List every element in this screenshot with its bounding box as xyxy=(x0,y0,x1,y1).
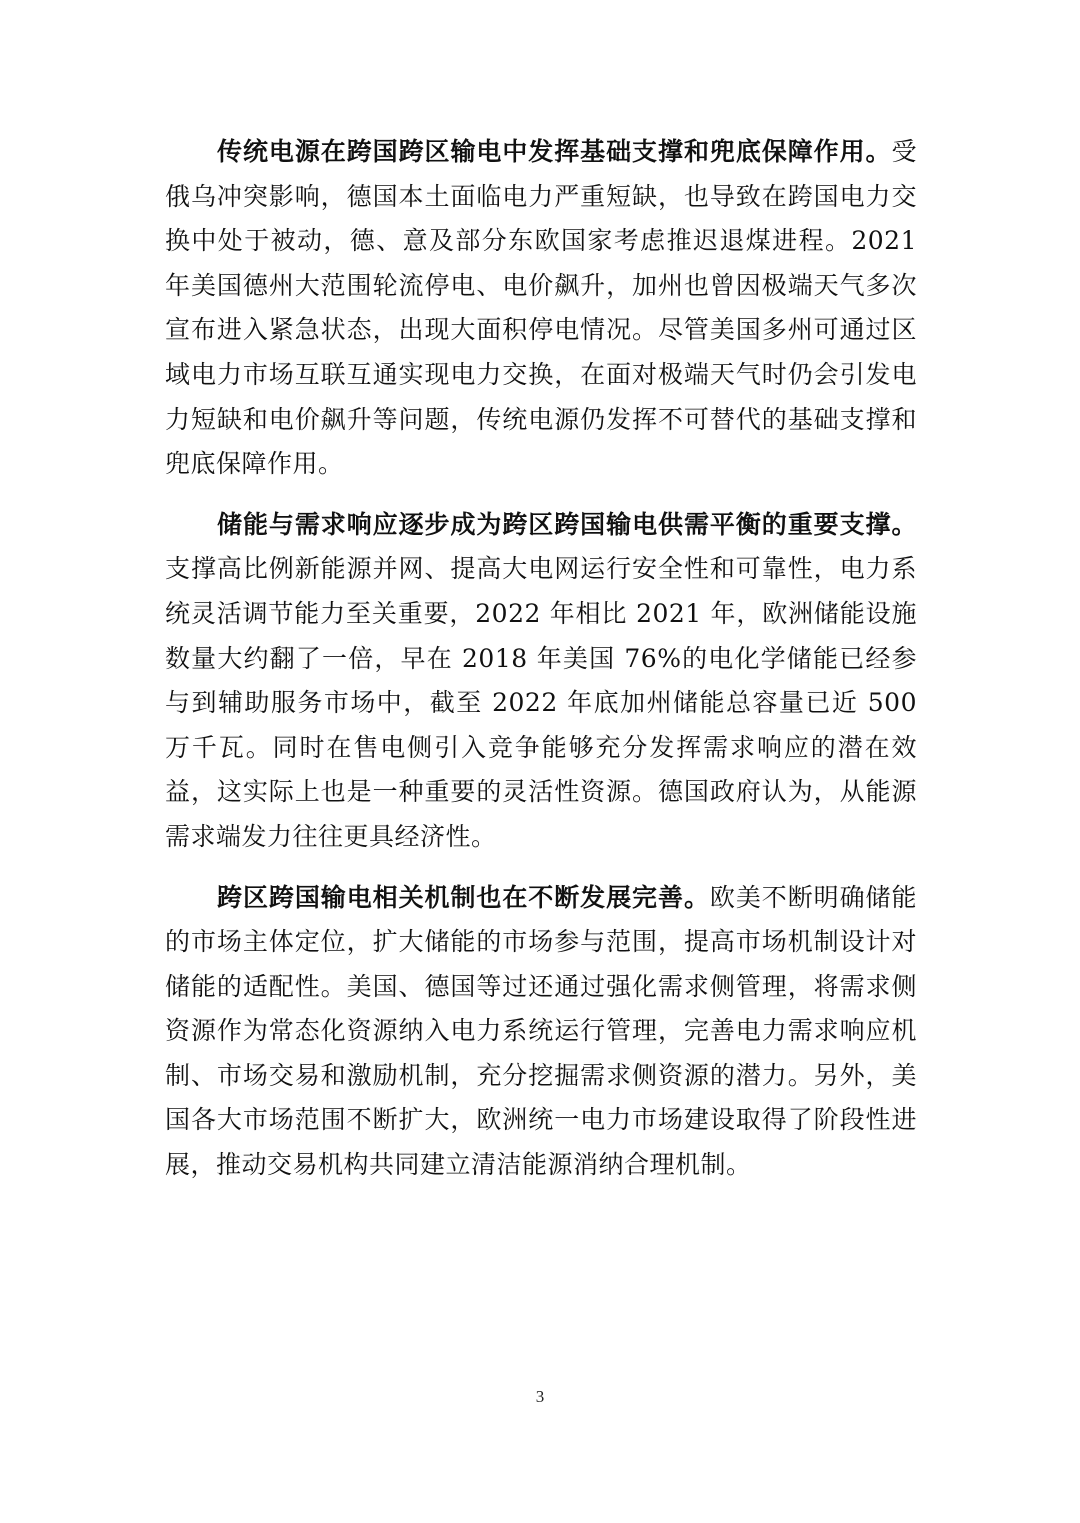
paragraph-body: 受俄乌冲突影响，德国本土面临电力严重短缺，也导致在跨国电力交换中处于被动，德、意及部分东欧国家考虑推迟退煤进程。2021 年美国德州大范围轮流停电、电价飙升，加州也曾因极端天气多次宣布进入紧急状态，出现大面积停电情况。尽管美国多州可通过区域电力市场互联互通实现电力交换，在面对极端天气时仍会引发电力短缺和电价飙升等问题，传统电源仍发挥不可替代的基础支撑和兜底保障作用。 xyxy=(165,137,917,479)
paragraph-storage-demand-response xyxy=(165,503,917,860)
paragraph-traditional-power xyxy=(165,130,917,487)
paragraph-body: 欧美不断明确储能的市场主体定位，扩大储能的市场参与范围，提高市场机制设计对储能的适配性。美国、德国等过还通过强化需求侧管理，将需求侧资源作为常态化资源纳入电力系统运行管理，完善电力需求响应机制、市场交易和激励机制，充分挖掘需求侧资源的潜力。另外，美国各大市场范围不断扩大，欧洲统一电力市场建设取得了阶段性进展，推动交易机构共同建立清洁能源消纳合理机制。 xyxy=(165,882,917,1180)
paragraph-body: 支撑高比例新能源并网、提高大电网运行安全性和可靠性，电力系统灵活调节能力至关重要，2022 年相比 2021 年，欧洲储能设施数量大约翻了一倍，早在 2018 年美国 76%的电化学储能已经参与到辅助服务市场中，截至 2022 年底加州储能总容量已近 500 万千瓦。同时在售电侧引入竞争能够充分发挥需求响应的潜在效益，这实际上也是一种重要的灵活性资源。德国政府认为，从能源需求端发力往往更具经济性。 xyxy=(165,554,917,851)
page-number: 3 xyxy=(535,1387,545,1406)
document-body xyxy=(165,130,917,1204)
paragraph-lead: 储能与需求响应逐步成为跨区跨国输电供需平衡的重要支撑。 xyxy=(217,509,917,539)
paragraph-mechanisms xyxy=(165,876,917,1188)
paragraph-lead: 传统电源在跨国跨区输电中发挥基础支撑和兜底保障作用。 xyxy=(217,137,892,166)
paragraph-lead: 跨区跨国输电相关机制也在不断发展完善。 xyxy=(217,882,710,912)
